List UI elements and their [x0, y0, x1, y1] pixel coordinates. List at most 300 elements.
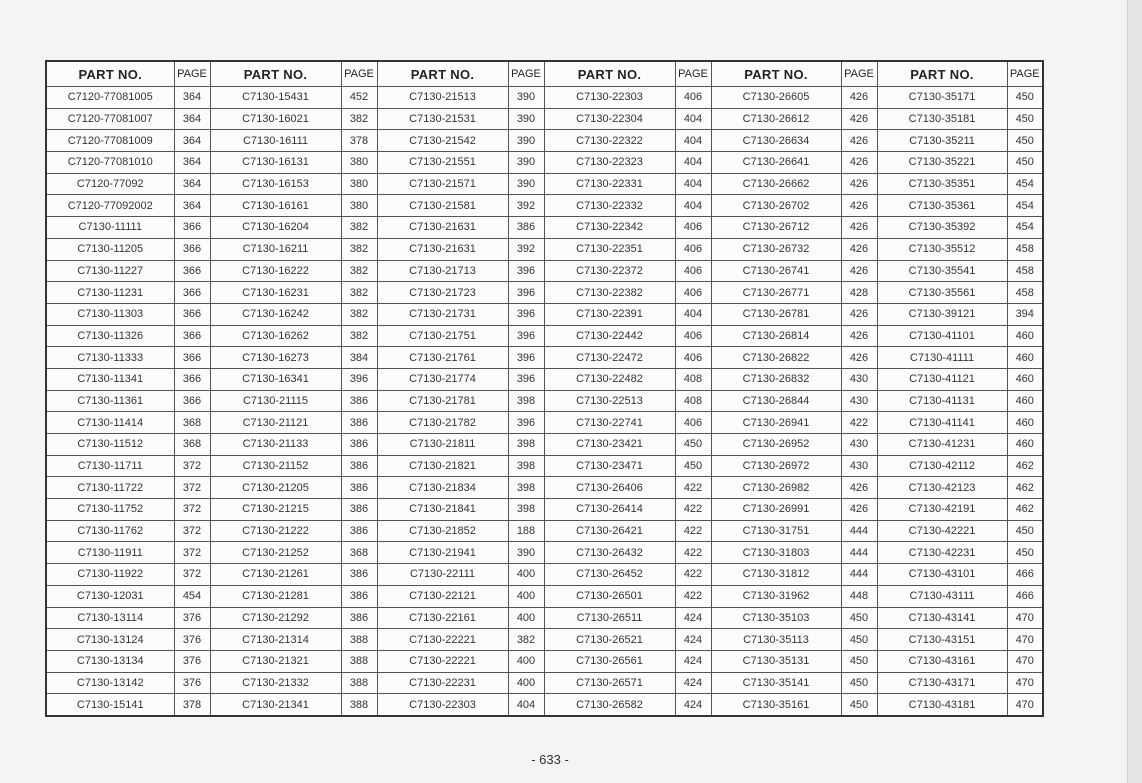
- page-cell: 422: [675, 542, 711, 564]
- page-cell: 392: [508, 195, 544, 217]
- page-cell: 458: [1007, 282, 1043, 304]
- part-number-cell: C7130-21731: [377, 303, 508, 325]
- page-cell: 386: [341, 585, 377, 607]
- part-number-cell: C7130-35561: [877, 282, 1007, 304]
- part-number-cell: C7130-26414: [544, 499, 675, 521]
- part-number-cell: C7130-21834: [377, 477, 508, 499]
- table-row: [46, 87, 1043, 109]
- page-cell: 386: [341, 412, 377, 434]
- part-number-cell: C7130-16111: [210, 130, 341, 152]
- part-number-cell: C7130-11227: [46, 260, 174, 282]
- part-number-cell: C7130-15141: [46, 694, 174, 716]
- part-number-cell: C7130-42221: [877, 520, 1007, 542]
- page-cell: 386: [341, 390, 377, 412]
- part-number-cell: C7130-11722: [46, 477, 174, 499]
- page-cell: 406: [675, 412, 711, 434]
- table-row: [46, 108, 1043, 130]
- table-row: [46, 152, 1043, 174]
- table-row: [46, 303, 1043, 325]
- part-number-cell: C7130-21321: [210, 650, 341, 672]
- page-cell: 470: [1007, 672, 1043, 694]
- page-cell: 386: [341, 455, 377, 477]
- part-number-cell: C7130-22482: [544, 368, 675, 390]
- page-cell: 372: [174, 477, 210, 499]
- part-number-cell: C7130-22351: [544, 238, 675, 260]
- part-number-cell: C7130-11333: [46, 347, 174, 369]
- page-cell: 400: [508, 564, 544, 586]
- part-number-cell: C7130-11341: [46, 368, 174, 390]
- page-cell: 426: [841, 477, 877, 499]
- part-number-cell: C7130-21571: [377, 173, 508, 195]
- page-cell: 426: [841, 195, 877, 217]
- page-cell: 398: [508, 434, 544, 456]
- part-number-cell: C7130-23421: [544, 434, 675, 456]
- parts-index-table: [45, 60, 1044, 717]
- part-number-cell: C7130-35171: [877, 87, 1007, 109]
- page-header: PAGE: [1007, 61, 1043, 87]
- part-number-cell: C7130-42231: [877, 542, 1007, 564]
- page-cell: 386: [341, 564, 377, 586]
- page-cell: 404: [675, 152, 711, 174]
- page-cell: 444: [841, 542, 877, 564]
- part-number-cell: C7130-11762: [46, 520, 174, 542]
- part-number-cell: C7130-22382: [544, 282, 675, 304]
- part-number-cell: C7130-35392: [877, 217, 1007, 239]
- table-row: [46, 325, 1043, 347]
- part-number-cell: C7130-22513: [544, 390, 675, 412]
- part-number-cell: C7130-21222: [210, 520, 341, 542]
- page-cell: 390: [508, 152, 544, 174]
- part-number-cell: C7130-35512: [877, 238, 1007, 260]
- part-number-cell: C7130-13114: [46, 607, 174, 629]
- part-number-cell: C7130-16222: [210, 260, 341, 282]
- page-cell: 382: [341, 260, 377, 282]
- page-cell: 426: [841, 173, 877, 195]
- part-number-cell: C7130-16242: [210, 303, 341, 325]
- part-number-cell: C7130-26712: [711, 217, 841, 239]
- table-row: [46, 173, 1043, 195]
- table-row: [46, 282, 1043, 304]
- page-cell: 386: [341, 499, 377, 521]
- page-cell: 426: [841, 325, 877, 347]
- part-number-cell: C7130-35141: [711, 672, 841, 694]
- page-cell: 396: [508, 260, 544, 282]
- part-number-cell: C7130-26662: [711, 173, 841, 195]
- part-number-cell: C7130-21332: [210, 672, 341, 694]
- page-cell: 404: [675, 108, 711, 130]
- page-cell: 386: [341, 434, 377, 456]
- part-number-cell: C7130-26972: [711, 455, 841, 477]
- page-cell: 450: [1007, 87, 1043, 109]
- part-number-cell: C7130-35541: [877, 260, 1007, 282]
- part-number-cell: C7130-26991: [711, 499, 841, 521]
- page-cell: 398: [508, 455, 544, 477]
- table-body: [46, 87, 1043, 716]
- page-cell: 384: [341, 347, 377, 369]
- page-cell: 426: [841, 347, 877, 369]
- part-number-cell: C7130-22332: [544, 195, 675, 217]
- page-cell: 406: [675, 87, 711, 109]
- page-cell: 406: [675, 260, 711, 282]
- part-number-cell: C7130-21281: [210, 585, 341, 607]
- page-cell: 382: [341, 303, 377, 325]
- page-cell: 372: [174, 455, 210, 477]
- part-number-cell: C7130-26941: [711, 412, 841, 434]
- table-row: [46, 542, 1043, 564]
- part-number-cell: C7130-41111: [877, 347, 1007, 369]
- page-cell: 444: [841, 564, 877, 586]
- page-cell: 454: [1007, 173, 1043, 195]
- part-number-cell: C7130-11414: [46, 412, 174, 434]
- page-cell: 372: [174, 564, 210, 586]
- part-number-cell: C7120-77081005: [46, 87, 174, 109]
- page-cell: 376: [174, 607, 210, 629]
- page-cell: 396: [508, 325, 544, 347]
- part-number-cell: C7130-21821: [377, 455, 508, 477]
- page-cell: 396: [508, 282, 544, 304]
- page-cell: 406: [675, 217, 711, 239]
- page-cell: 462: [1007, 477, 1043, 499]
- table-row: [46, 390, 1043, 412]
- page-header: PAGE: [508, 61, 544, 87]
- table-row: [46, 260, 1043, 282]
- part-number-cell: C7130-22121: [377, 585, 508, 607]
- part-number-cell: C7120-77081010: [46, 152, 174, 174]
- page-cell: 386: [341, 477, 377, 499]
- part-number-cell: C7130-26702: [711, 195, 841, 217]
- page-cell: 406: [675, 347, 711, 369]
- part-number-cell: C7120-77081007: [46, 108, 174, 130]
- page-cell: 386: [341, 607, 377, 629]
- page-cell: 400: [508, 650, 544, 672]
- page-cell: 426: [841, 87, 877, 109]
- part-number-cell: C7130-26741: [711, 260, 841, 282]
- part-number-cell: C7130-21205: [210, 477, 341, 499]
- part-number-cell: C7130-15431: [210, 87, 341, 109]
- part-number-cell: C7130-13134: [46, 650, 174, 672]
- page-cell: 404: [675, 173, 711, 195]
- header-row: [46, 61, 1043, 87]
- page-cell: 364: [174, 108, 210, 130]
- table-row: [46, 368, 1043, 390]
- page-cell: 462: [1007, 499, 1043, 521]
- part-number-cell: C7130-22442: [544, 325, 675, 347]
- part-number-cell: C7130-26814: [711, 325, 841, 347]
- page-cell: 430: [841, 390, 877, 412]
- page-cell: 450: [841, 629, 877, 651]
- page-cell: 390: [508, 173, 544, 195]
- page-cell: 382: [341, 282, 377, 304]
- part-number-cell: C7130-22391: [544, 303, 675, 325]
- part-number-cell: C7130-21581: [377, 195, 508, 217]
- page-cell: 368: [174, 412, 210, 434]
- part-number-cell: C7130-26832: [711, 368, 841, 390]
- part-number-cell: C7130-43141: [877, 607, 1007, 629]
- part-number-cell: C7130-35221: [877, 152, 1007, 174]
- part-number-cell: C7130-26561: [544, 650, 675, 672]
- page-cell: 422: [675, 520, 711, 542]
- page-cell: 396: [508, 303, 544, 325]
- page-cell: 424: [675, 629, 711, 651]
- page-cell: 404: [508, 694, 544, 716]
- part-no-header: PART NO.: [377, 61, 508, 87]
- part-number-cell: C7130-22221: [377, 650, 508, 672]
- page-number: - 633 -: [531, 752, 569, 767]
- part-number-cell: C7130-21133: [210, 434, 341, 456]
- page-cell: 376: [174, 629, 210, 651]
- part-number-cell: C7130-21782: [377, 412, 508, 434]
- page-cell: 460: [1007, 412, 1043, 434]
- page-cell: 426: [841, 260, 877, 282]
- page-cell: 450: [841, 607, 877, 629]
- page-cell: 366: [174, 282, 210, 304]
- page-cell: 372: [174, 499, 210, 521]
- page-cell: 454: [174, 585, 210, 607]
- table-row: [46, 434, 1043, 456]
- part-number-cell: C7130-16262: [210, 325, 341, 347]
- table-row: [46, 347, 1043, 369]
- page-cell: 380: [341, 152, 377, 174]
- page-cell: 450: [841, 672, 877, 694]
- page-cell: 398: [508, 499, 544, 521]
- page-cell: 424: [675, 672, 711, 694]
- part-number-cell: C7130-26612: [711, 108, 841, 130]
- page-header: PAGE: [174, 61, 210, 87]
- page-cell: 382: [341, 325, 377, 347]
- part-number-cell: C7130-16161: [210, 195, 341, 217]
- page-cell: 368: [174, 434, 210, 456]
- part-number-cell: C7130-21121: [210, 412, 341, 434]
- part-number-cell: C7130-26605: [711, 87, 841, 109]
- page-cell: 396: [508, 368, 544, 390]
- page-header: PAGE: [841, 61, 877, 87]
- table-row: [46, 694, 1043, 716]
- page-edge: [1127, 0, 1142, 783]
- page-cell: 426: [841, 217, 877, 239]
- page-cell: 422: [675, 499, 711, 521]
- table-row: [46, 520, 1043, 542]
- page-cell: 424: [675, 694, 711, 716]
- page-cell: 422: [675, 585, 711, 607]
- page-cell: 378: [341, 130, 377, 152]
- part-number-cell: C7130-22342: [544, 217, 675, 239]
- page-cell: 366: [174, 217, 210, 239]
- part-number-cell: C7130-21774: [377, 368, 508, 390]
- page-cell: 396: [508, 347, 544, 369]
- part-number-cell: C7130-35211: [877, 130, 1007, 152]
- table-row: [46, 130, 1043, 152]
- part-number-cell: C7130-16153: [210, 173, 341, 195]
- page-cell: 462: [1007, 455, 1043, 477]
- page-cell: 448: [841, 585, 877, 607]
- part-number-cell: C7130-31803: [711, 542, 841, 564]
- table-row: [46, 607, 1043, 629]
- part-number-cell: C7130-42112: [877, 455, 1007, 477]
- page-cell: 424: [675, 650, 711, 672]
- table-row: [46, 455, 1043, 477]
- part-number-cell: C7130-35113: [711, 629, 841, 651]
- part-number-cell: C7130-43111: [877, 585, 1007, 607]
- page-cell: 430: [841, 368, 877, 390]
- page-cell: 406: [675, 325, 711, 347]
- part-number-cell: C7130-21713: [377, 260, 508, 282]
- page-cell: 426: [841, 152, 877, 174]
- part-number-cell: C7130-21115: [210, 390, 341, 412]
- part-number-cell: C7130-21341: [210, 694, 341, 716]
- part-no-header: PART NO.: [46, 61, 174, 87]
- part-number-cell: C7130-31751: [711, 520, 841, 542]
- part-number-cell: C7130-11711: [46, 455, 174, 477]
- part-number-cell: C7130-43171: [877, 672, 1007, 694]
- part-number-cell: C7130-22741: [544, 412, 675, 434]
- page-cell: 364: [174, 152, 210, 174]
- page-cell: 460: [1007, 434, 1043, 456]
- page-cell: 390: [508, 542, 544, 564]
- page-cell: 430: [841, 455, 877, 477]
- page-cell: 458: [1007, 238, 1043, 260]
- part-number-cell: C7130-21751: [377, 325, 508, 347]
- page-cell: 390: [508, 130, 544, 152]
- part-number-cell: C7130-31962: [711, 585, 841, 607]
- part-number-cell: C7130-21723: [377, 282, 508, 304]
- page-cell: 422: [675, 477, 711, 499]
- part-number-cell: C7130-11231: [46, 282, 174, 304]
- page-cell: 406: [675, 238, 711, 260]
- table-row: [46, 217, 1043, 239]
- part-number-cell: C7130-35361: [877, 195, 1007, 217]
- part-number-cell: C7130-26634: [711, 130, 841, 152]
- part-number-cell: C7130-41131: [877, 390, 1007, 412]
- page-cell: 380: [341, 173, 377, 195]
- page-cell: 408: [675, 368, 711, 390]
- page-cell: 382: [508, 629, 544, 651]
- page-cell: 404: [675, 130, 711, 152]
- page-cell: 460: [1007, 325, 1043, 347]
- page-cell: 470: [1007, 629, 1043, 651]
- page-cell: 460: [1007, 368, 1043, 390]
- part-number-cell: C7130-42191: [877, 499, 1007, 521]
- part-number-cell: C7130-21215: [210, 499, 341, 521]
- part-number-cell: C7130-35161: [711, 694, 841, 716]
- part-number-cell: C7130-41231: [877, 434, 1007, 456]
- part-number-cell: C7130-11303: [46, 303, 174, 325]
- page-cell: 424: [675, 607, 711, 629]
- page-cell: 394: [1007, 303, 1043, 325]
- part-number-cell: C7130-43161: [877, 650, 1007, 672]
- part-number-cell: C7130-21314: [210, 629, 341, 651]
- table-row: [46, 238, 1043, 260]
- page-cell: 378: [174, 694, 210, 716]
- page-cell: 386: [341, 520, 377, 542]
- page-cell: 366: [174, 260, 210, 282]
- part-number-cell: C7130-21631: [377, 217, 508, 239]
- part-number-cell: C7130-35103: [711, 607, 841, 629]
- page-cell: 422: [841, 412, 877, 434]
- part-number-cell: C7130-21252: [210, 542, 341, 564]
- page-header: PAGE: [675, 61, 711, 87]
- page-cell: 382: [341, 238, 377, 260]
- page-cell: 400: [508, 672, 544, 694]
- part-number-cell: C7130-26452: [544, 564, 675, 586]
- part-number-cell: C7130-39121: [877, 303, 1007, 325]
- table-row: [46, 629, 1043, 651]
- page-cell: 406: [675, 282, 711, 304]
- table-row: [46, 672, 1043, 694]
- part-number-cell: C7130-26521: [544, 629, 675, 651]
- page-cell: 400: [508, 585, 544, 607]
- part-number-cell: C7130-11752: [46, 499, 174, 521]
- part-number-cell: C7130-22322: [544, 130, 675, 152]
- part-number-cell: C7130-26732: [711, 238, 841, 260]
- part-number-cell: C7120-77092002: [46, 195, 174, 217]
- part-number-cell: C7130-35181: [877, 108, 1007, 130]
- part-number-cell: C7130-16204: [210, 217, 341, 239]
- page-cell: 388: [341, 650, 377, 672]
- part-number-cell: C7130-21631: [377, 238, 508, 260]
- part-number-cell: C7130-11205: [46, 238, 174, 260]
- page-cell: 364: [174, 195, 210, 217]
- page-cell: 458: [1007, 260, 1043, 282]
- part-number-cell: C7130-22323: [544, 152, 675, 174]
- part-number-cell: C7130-26771: [711, 282, 841, 304]
- part-number-cell: C7130-26781: [711, 303, 841, 325]
- page-cell: 450: [841, 650, 877, 672]
- page-cell: 388: [341, 694, 377, 716]
- part-number-cell: C7130-16341: [210, 368, 341, 390]
- page-cell: 450: [675, 434, 711, 456]
- page-cell: 450: [1007, 130, 1043, 152]
- page-cell: 426: [841, 499, 877, 521]
- part-number-cell: C7130-16131: [210, 152, 341, 174]
- page-cell: 450: [1007, 520, 1043, 542]
- part-number-cell: C7130-22304: [544, 108, 675, 130]
- page-cell: 452: [341, 87, 377, 109]
- page-cell: 426: [841, 108, 877, 130]
- part-no-header: PART NO.: [544, 61, 675, 87]
- part-number-cell: C7130-22221: [377, 629, 508, 651]
- table-row: [46, 195, 1043, 217]
- part-number-cell: C7130-13124: [46, 629, 174, 651]
- page-cell: 404: [675, 303, 711, 325]
- table-row: [46, 412, 1043, 434]
- part-number-cell: C7130-22303: [544, 87, 675, 109]
- page-cell: 460: [1007, 347, 1043, 369]
- page-cell: 188: [508, 520, 544, 542]
- page-cell: 404: [675, 195, 711, 217]
- page-cell: 366: [174, 368, 210, 390]
- page-cell: 364: [174, 173, 210, 195]
- page-cell: 366: [174, 347, 210, 369]
- page-cell: 398: [508, 390, 544, 412]
- part-number-cell: C7130-22331: [544, 173, 675, 195]
- part-number-cell: C7130-26641: [711, 152, 841, 174]
- part-number-cell: C7130-21292: [210, 607, 341, 629]
- part-number-cell: C7130-22303: [377, 694, 508, 716]
- part-number-cell: C7130-26511: [544, 607, 675, 629]
- part-number-cell: C7130-11326: [46, 325, 174, 347]
- part-number-cell: C7130-11512: [46, 434, 174, 456]
- page-cell: 400: [508, 607, 544, 629]
- part-number-cell: C7120-77092: [46, 173, 174, 195]
- part-number-cell: C7130-16231: [210, 282, 341, 304]
- part-number-cell: C7120-77081009: [46, 130, 174, 152]
- part-no-header: PART NO.: [877, 61, 1007, 87]
- table-row: [46, 477, 1043, 499]
- table-row: [46, 564, 1043, 586]
- page-cell: 450: [1007, 542, 1043, 564]
- page-cell: 422: [675, 564, 711, 586]
- part-number-cell: C7130-21261: [210, 564, 341, 586]
